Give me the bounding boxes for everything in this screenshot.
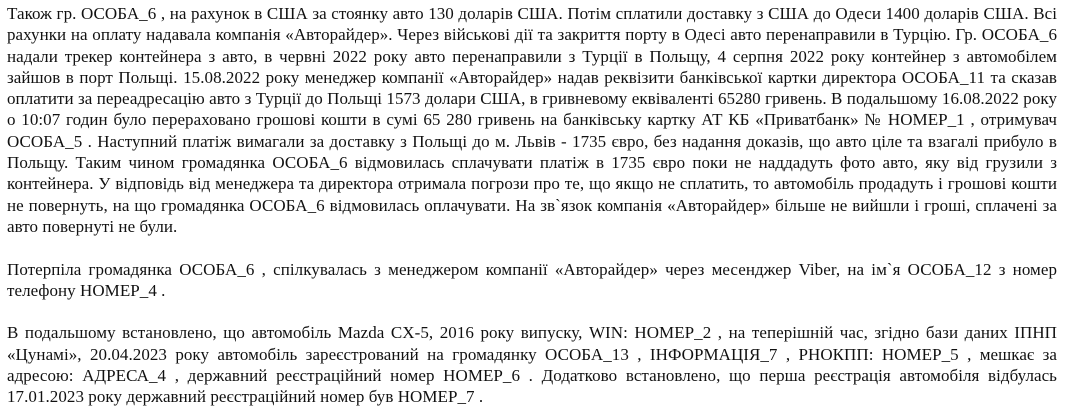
paragraph-manager-contact: Потерпіла громадянка ОСОБА_6 , спілкувалась з менеджером компанії «Авторайдер» через месенджер Viber, на ім`я ОСОБА_12 з номер телефону НОМЕР_4 . [7,259,1057,300]
paragraph-vehicle-registration: В подальшому встановлено, що автомобіль Mazda CX-5, 2016 року випуску, WIN: НОМЕР_2 , на теперішній час, згідно бази даних ІПНП «Цунамі», 20.04.2023 року автомобіль зареєстрований на громадянку ОСОБА_13 , ІНФОРМАЦІЯ_7 , РНОКПП: НОМЕР_5 , мешкає за адресою: АДРЕСА_4 , державний реєстраційний номер НОМЕР_6 . Додатково встановлено, що перша реєстрація автомобіля відбулась 17.01.2023 року державний реєстраційний номер був НОМЕР_7 . [7,323,1057,407]
paragraph-payments: Також гр. ОСОБА_6 , на рахунок в США за стоянку авто 130 доларів США. Потім сплатили доставку з США до Одеси 1400 доларів США. Всі рахунки на оплату надавала компанія «Авторайдер». Через військові дії та закриття порту в Одесі авто перенаправили в Турцію. Гр. ОСОБА_6 надали трекер контейнера з авто, в червні 2022 року авто перенаправили з Турції в Польщу, 4 серпня 2022 року контейнер з автомобілем зайшов в порт Польщі. 15.08.2022 року менеджер компанії «Авторайдер» надав реквізити банківської картки директора ОСОБА_11 та сказав оплатити за переадресацію авто з Турції до Польщі 1573 долари США, в гривневому еквіваленті 65280 гривень. В подальшому 16.08.2022 року о 10:07 годин було перераховано грошові кошти в сумі 65 280 гривень на банківську картку АТ КБ «Приватбанк» № НОМЕР_1 , отримувач ОСОБА_5 . Наступний платіж вимагали за доставку з Польщі до м. Львів - 1735 євро, без надання доказів, що авто ціле та взагалі прибуло в Польщу. Таким чином громадянка ОСОБА_6 відмовилась сплачувати платіж в 1735 євро поки не наддадуть фото авто, яку від грузили з контейнера. У відповідь від менеджера та директора отримала погрози про те, що якщо не сплатить, то автомобіль продадуть і грошові кошти не повернуть, на що громадянка ОСОБА_6 відмовилась оплачувати. На зв`язок компанія «Авторайдер» більше не вийшли і гроші, сплачені за авто повернуті не були. [7,4,1057,236]
document-body [7,3,1057,408]
